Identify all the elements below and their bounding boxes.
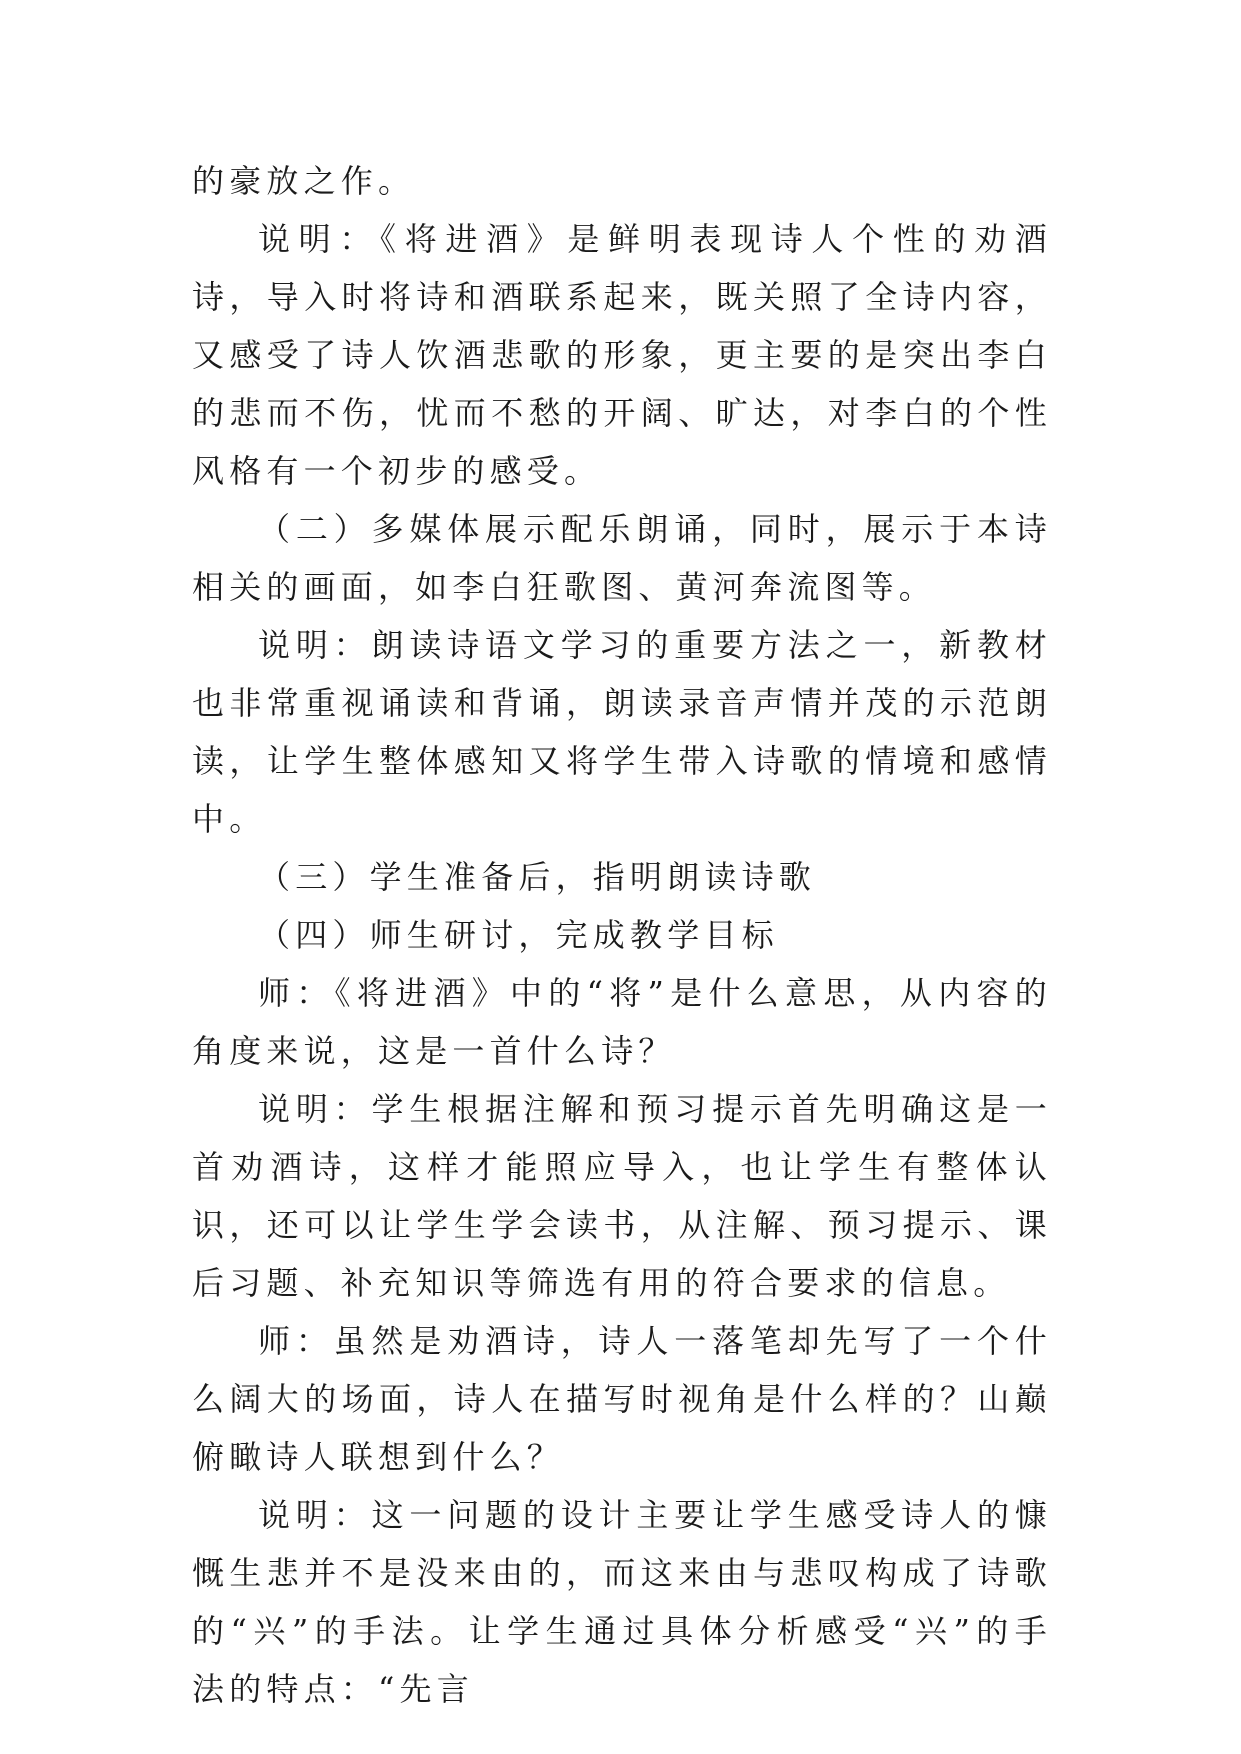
paragraph-note-reading: 说明：朗读诗语文学习的重要方法之一，新教材也非常重视诵读和背诵，朗读录音声情并茂的示范朗读，让学生整体感知又将学生带入诗歌的情境和感情中。 bbox=[192, 626, 1052, 838]
paragraph-note-intro: 说明：《将进酒》是鲜明表现诗人个性的劝酒诗，导入时将诗和酒联系起来，既关照了全诗内容，又感受了诗人饮酒悲歌的形象，更主要的是突出李白的悲而不伤，忧而不愁的开阔、旷达，对李白的个性风格有一个初步的感受。 bbox=[192, 220, 1052, 490]
paragraph-continuation: 的豪放之作。 bbox=[192, 162, 416, 200]
document-body bbox=[192, 152, 1052, 1718]
paragraph-step-two: （二）多媒体展示配乐朗诵，同时，展示于本诗相关的画面，如李白狂歌图、黄河奔流图等。 bbox=[192, 510, 1052, 606]
paragraph-teacher-question-two: 师：虽然是劝酒诗，诗人一落笔却先写了一个什么阔大的场面，诗人在描写时视角是什么样的？山巅俯瞰诗人联想到什么？ bbox=[192, 1322, 1052, 1476]
paragraph-step-three: （三）学生准备后，指明朗读诗歌 bbox=[258, 858, 817, 896]
paragraph-note-answer-two: 说明：这一问题的设计主要让学生感受诗人的慷慨生悲并不是没来由的，而这来由与悲叹构成了诗歌的“兴”的手法。让学生通过具体分析感受“兴”的手法的特点：“先言 bbox=[192, 1496, 1052, 1708]
paragraph-note-answer-one: 说明：学生根据注解和预习提示首先明确这是一首劝酒诗，这样才能照应导入，也让学生有整体认识，还可以让学生学会读书，从注解、预习提示、课后习题、补充知识等筛选有用的符合要求的信息。 bbox=[192, 1090, 1052, 1302]
paragraph-teacher-question-one: 师：《将进酒》中的“将”是什么意思，从内容的角度来说，这是一首什么诗？ bbox=[192, 974, 1052, 1070]
paragraph-step-four: （四）师生研讨，完成教学目标 bbox=[258, 916, 779, 954]
